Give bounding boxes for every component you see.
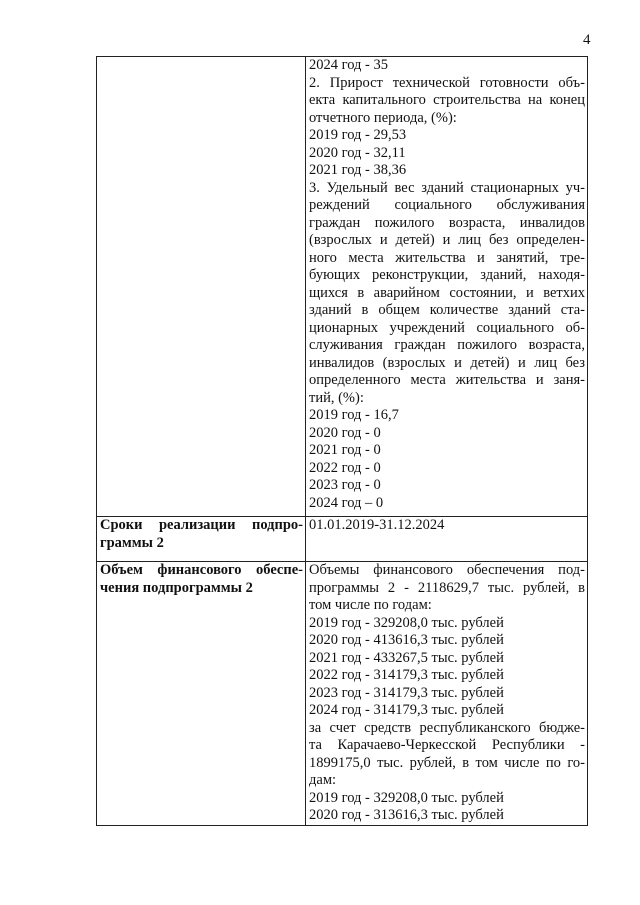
text-line: ного места жительства и занятий, тре-	[309, 249, 585, 266]
text-line: отчетного периода, (%):	[309, 109, 457, 126]
timeline-label	[97, 517, 306, 562]
label-line: Объем финансового обеспе-	[100, 562, 303, 578]
text-line: бующих реконструкции, зданий, находя-	[309, 267, 585, 283]
text-line: 2020 год - 313616,3 тыс. рублей	[309, 807, 504, 823]
text-line: 2020 год - 0	[309, 424, 381, 441]
text-line: тий, (%):	[309, 389, 364, 406]
indicators-cell	[306, 57, 588, 517]
table-row-funding	[97, 562, 588, 826]
text-line: 01.01.2019-31.12.2024	[309, 517, 445, 533]
text-line: та Карачаево-Черкесской Республики -	[309, 737, 585, 753]
text-line: 2024 год - 35	[309, 57, 388, 73]
text-line: 2024 год - 314179,3 тыс. рублей	[309, 702, 504, 718]
text-line: 2020 год - 32,11	[309, 144, 406, 161]
text-line: (взрослых и детей) и лиц без определен-	[309, 232, 585, 248]
text-line: определенного места жительства и заня-	[309, 372, 585, 388]
text-line: 2021 год - 433267,5 тыс. рублей	[309, 649, 504, 666]
timeline-value	[306, 517, 588, 562]
text-line: дам:	[309, 772, 337, 788]
text-line: 2022 год - 314179,3 тыс. рублей	[309, 667, 504, 683]
text-line: служивания граждан пожилого возраста,	[309, 337, 585, 353]
text-line: 2019 год - 329208,0 тыс. рублей	[309, 789, 504, 806]
text-line: инвалидов (взрослых и детей) и лиц без	[309, 354, 585, 371]
text-line: щихся в аварийном состоянии, и ветхих	[309, 284, 585, 301]
text-line: 2019 год - 16,7	[309, 407, 399, 423]
text-line: реждений социального обслуживания	[309, 197, 585, 213]
text-line: 2024 год – 0	[309, 494, 384, 511]
label-line: чения подпрограммы 2	[100, 579, 253, 596]
text-line: 2022 год - 0	[309, 459, 381, 476]
text-line: екта капитального строительства на конец	[309, 92, 585, 108]
text-line: 2021 год - 38,36	[309, 162, 407, 178]
text-line: программы 2 - 2118629,7 тыс. рублей, в	[309, 579, 585, 596]
text-line: 1899175,0 тыс. рублей, в том числе по го-	[309, 754, 585, 771]
text-line: 2020 год - 413616,3 тыс. рублей	[309, 632, 504, 648]
text-line: зданий в общем количестве зданий ста-	[309, 302, 585, 318]
text-line: 2023 год - 0	[309, 477, 381, 493]
text-line: 2019 год - 329208,0 тыс. рублей	[309, 614, 504, 631]
text-line: ционарных учреждений социального об-	[309, 319, 585, 336]
text-line: 2021 год - 0	[309, 442, 381, 458]
text-line: 2023 год - 314179,3 тыс. рублей	[309, 684, 504, 701]
text-line: 2019 год - 29,53	[309, 127, 407, 143]
page-number: 4	[583, 32, 591, 48]
row-label-empty	[97, 57, 306, 517]
label-line: граммы 2	[100, 534, 164, 551]
label-line: Сроки реализации подпро-	[100, 517, 303, 533]
text-line: том числе по годам:	[309, 597, 432, 613]
text-line: 3. Удельный вес зданий стационарных уч-	[309, 179, 585, 196]
text-line: Объемы финансового обеспечения под-	[309, 562, 585, 578]
text-line: за счет средств республиканского бюдже-	[309, 719, 585, 736]
table-row-timeline	[97, 517, 588, 562]
funding-value	[306, 562, 588, 826]
passport-table	[96, 56, 588, 826]
text-line: граждан пожилого возраста, инвалидов	[309, 214, 585, 231]
table-row-indicators	[97, 57, 588, 517]
text-line: 2. Прирост технической готовности объ-	[309, 74, 585, 91]
funding-label	[97, 562, 306, 826]
